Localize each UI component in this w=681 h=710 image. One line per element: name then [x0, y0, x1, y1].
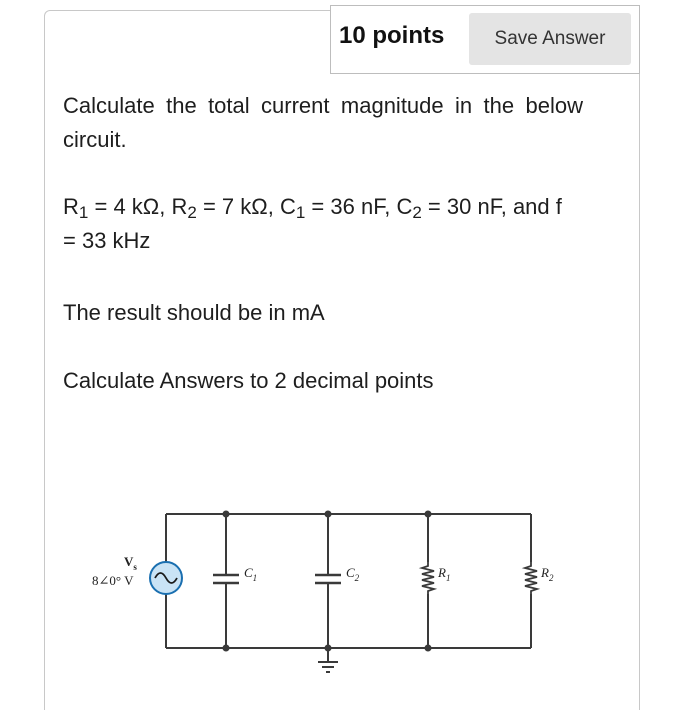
c2-label: $C_2$ — [346, 565, 360, 583]
points-label: 10 points — [339, 22, 445, 49]
precision-note: Calculate Answers to 2 decimal points — [63, 368, 434, 393]
circuit-wires — [166, 514, 531, 662]
frequency-value: = 33 kHz — [63, 228, 151, 253]
c1-value: 36 nF — [330, 194, 385, 219]
resistor-r2-icon — [525, 562, 537, 594]
capacitor-c1-icon — [213, 575, 239, 583]
question-text: Calculate the total current magnitude in the below circuit. — [63, 93, 583, 152]
resistor-r1-icon — [422, 562, 434, 594]
c1-symbol: $C_1$ — [279, 194, 306, 222]
frequency-intro: and f — [512, 194, 562, 219]
given-values: $R_1 = 4$ kΩ, $R_2 = 7$ kΩ, $C_1 = 36$ nF, $C_2 = 30$ nF, and f = 33 kHz — [63, 194, 562, 253]
r2-symbol: $R_2$ — [171, 194, 197, 222]
r2-value: 7 kΩ — [221, 194, 268, 219]
r1-symbol: $R_1$ — [63, 194, 89, 222]
c2-value: 30 nF — [446, 194, 501, 219]
ac-source-icon — [150, 562, 182, 594]
r1-label: $R_1$ — [438, 565, 451, 583]
circuit-diagram — [80, 500, 560, 680]
units-note: The result should be in mA — [63, 300, 325, 325]
c2-symbol: $C_2$ — [396, 194, 422, 222]
source-value: 8∠0° V — [92, 573, 134, 588]
save-answer-button[interactable]: Save Answer — [469, 13, 631, 65]
r2-label: $R_2$ — [541, 565, 554, 583]
capacitor-c2-icon — [315, 575, 341, 583]
ground-icon — [318, 662, 338, 672]
source-name: $V_s$ — [124, 554, 137, 572]
r1-value: 4 kΩ — [113, 194, 160, 219]
c1-label: $C_1$ — [244, 565, 258, 583]
